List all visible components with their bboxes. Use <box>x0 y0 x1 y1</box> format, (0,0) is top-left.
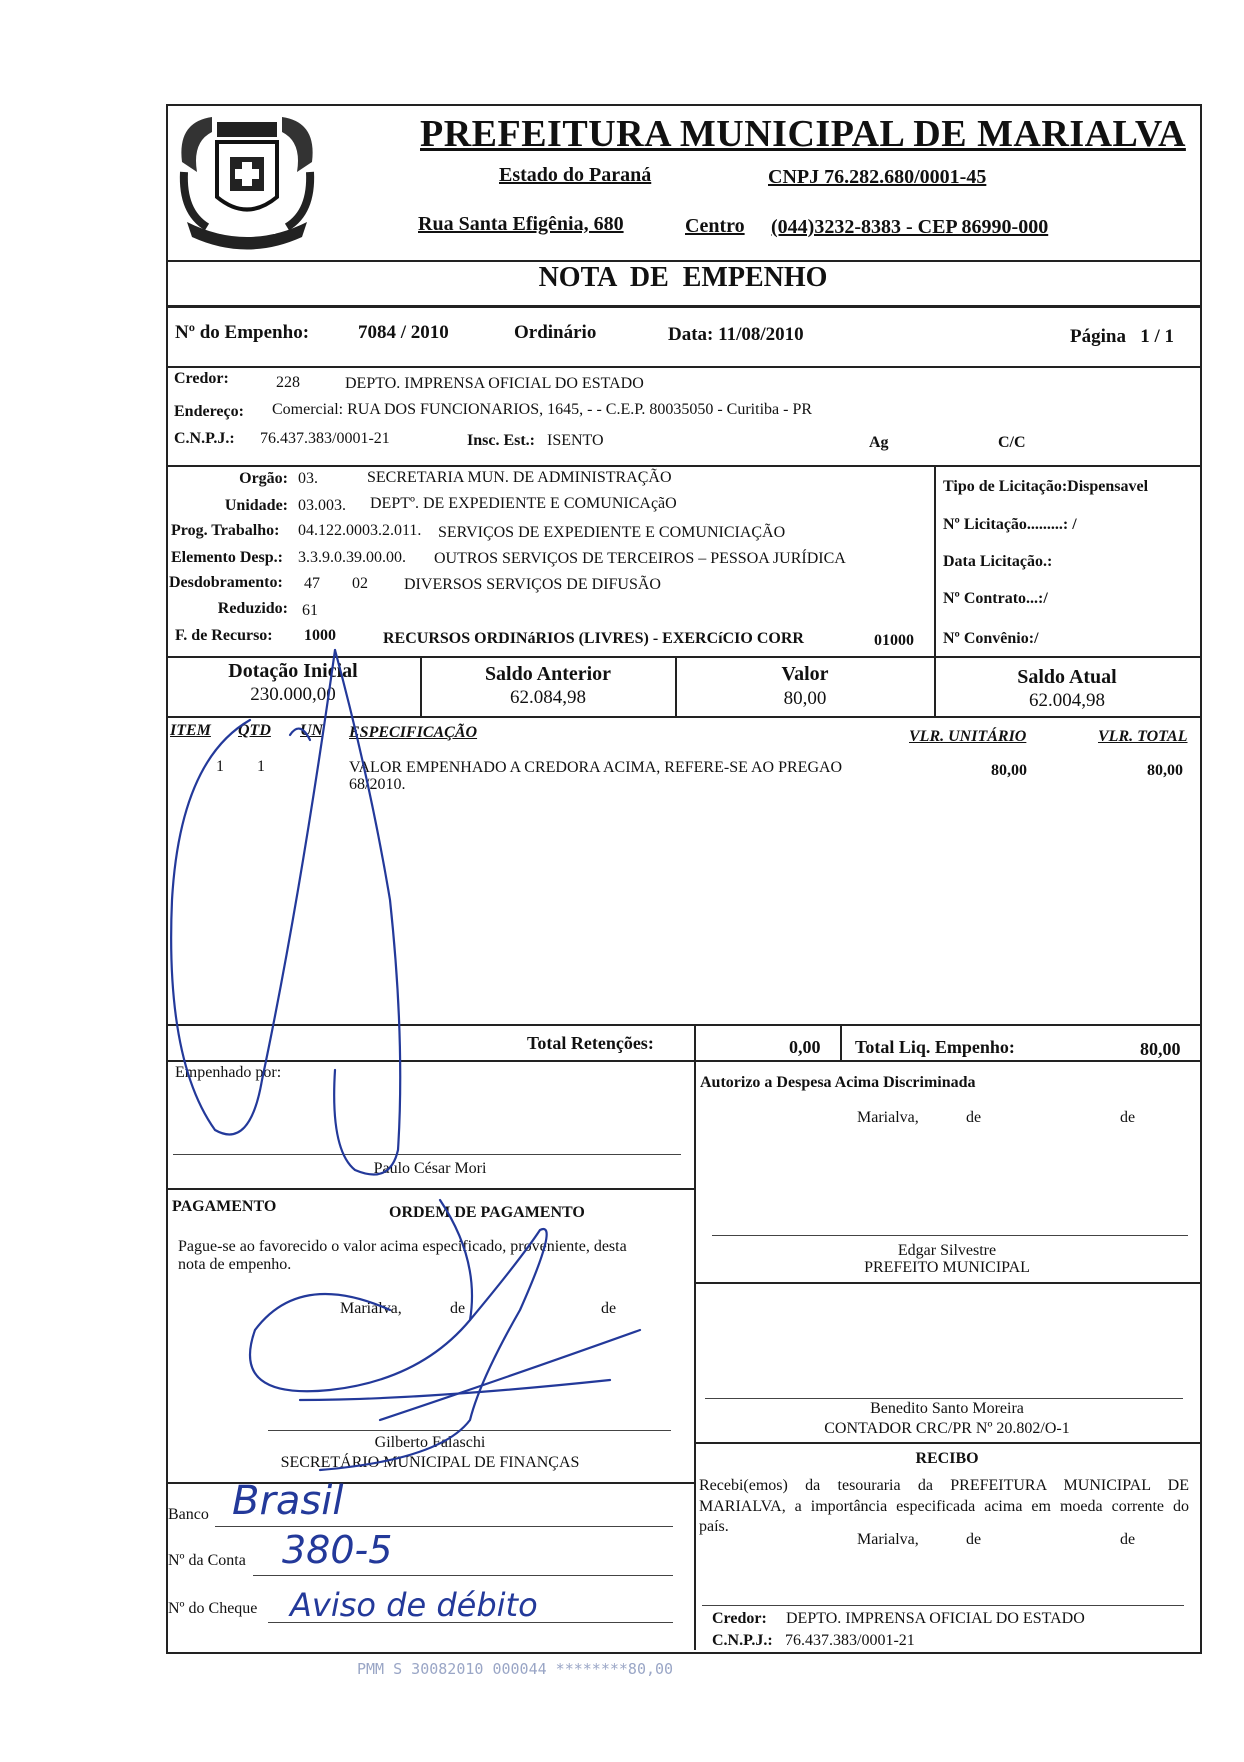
desd-code1: 47 <box>304 575 320 592</box>
recibo-cnpj: 76.437.383/0001-21 <box>785 1632 915 1649</box>
municipal-crest-logo <box>172 102 322 252</box>
pagamento-text-line2: nota de empenho. <box>178 1256 292 1273</box>
reduzido-code: 61 <box>302 602 318 619</box>
recibo-label: RECIBO <box>915 1450 979 1467</box>
col-un-header: UN <box>300 722 324 739</box>
credor-cnpj: 76.437.383/0001-21 <box>260 430 390 447</box>
orgao-label: Orgão: <box>239 470 288 487</box>
pagamento-label: PAGAMENTO <box>172 1198 277 1215</box>
orgao-code: 03. <box>298 470 318 487</box>
pagamento-de2: de <box>601 1300 617 1317</box>
cc-label: C/C <box>998 434 1026 451</box>
secretario-role: SECRETÁRIO MUNICIPAL DE FINANÇAS <box>280 1454 580 1471</box>
insc-value: ISENTO <box>547 432 604 449</box>
empenho-date: Data: 11/08/2010 <box>668 324 804 345</box>
fonte-number: 01000 <box>874 632 914 649</box>
document-title: NOTA DE EMPENHO <box>538 262 828 293</box>
col-vlr-unitario-header: VLR. UNITÁRIO <box>909 728 1027 745</box>
recibo-text-line2: MARIALVA, a importância especificada acima em moeda corrente do <box>699 1498 1189 1515</box>
table-row-item: 1 <box>216 758 224 775</box>
valor-label: Valor <box>781 663 829 685</box>
credor-code: 228 <box>276 374 300 391</box>
autorizo-de1: de <box>966 1109 982 1126</box>
empenhado-por-label: Empenhado por: <box>175 1064 282 1081</box>
autorizo-place: Marialva, <box>857 1109 919 1126</box>
prog-name: SERVIÇOS DE EXPEDIENTE E COMUNICIAÇÃO <box>438 524 786 541</box>
elem-label: Elemento Desp.: <box>171 549 283 566</box>
credor-cnpj-label: C.N.P.J.: <box>174 430 235 447</box>
credor-label: Credor: <box>174 370 229 387</box>
licitacao-numero: Nº Licitação.........: / <box>943 516 1077 533</box>
total-retencoes-value: 0,00 <box>789 1037 821 1057</box>
state-label: Estado do Paraná <box>499 164 652 186</box>
autorizo-de2: de <box>1120 1109 1136 1126</box>
licitacao-tipo: Tipo de Licitação:Dispensavel <box>943 478 1149 495</box>
table-row-desc-line2: 68/2010. <box>349 776 406 793</box>
cheque-label: Nº do Cheque <box>168 1600 258 1617</box>
page-number: Página 1 / 1 <box>1070 326 1174 347</box>
total-liquido-label: Total Liq. Empenho: <box>855 1037 1015 1057</box>
recibo-credor-label: Credor: <box>712 1610 767 1627</box>
ordem-pagamento-label: ORDEM DE PAGAMENTO <box>389 1204 585 1221</box>
ag-label: Ag <box>869 434 889 451</box>
pagamento-place: Marialva, <box>340 1300 402 1317</box>
col-item-header: ITEM <box>170 722 211 739</box>
prog-code: 04.122.0003.2.011. <box>298 522 422 539</box>
empenho-number: 7084 / 2010 <box>358 322 449 343</box>
table-row-qtd: 1 <box>257 758 265 775</box>
address-label: Endereço: <box>174 403 244 420</box>
total-retencoes-label: Total Retenções: <box>527 1033 654 1053</box>
dotacao-value: 230.000,00 <box>250 684 336 705</box>
crest-banner-text: MARIALVA <box>218 226 276 237</box>
licitacao-data: Data Licitação.: <box>943 553 1053 570</box>
prefeito-role: PREFEITO MUNICIPAL <box>864 1259 1030 1276</box>
conta-label: Nº da Conta <box>168 1552 246 1569</box>
col-especificacao-header: ESPECIFICAÇÃO <box>349 724 478 741</box>
licitacao-contrato: Nº Contrato...:/ <box>943 590 1048 607</box>
recibo-de2: de <box>1120 1531 1136 1548</box>
elem-name: OUTROS SERVIÇOS DE TERCEIROS – PESSOA JURÍDICA <box>434 550 846 567</box>
elem-code: 3.3.9.0.39.00.00. <box>298 549 406 566</box>
saldo-anterior-label: Saldo Anterior <box>484 663 612 685</box>
district: Centro <box>685 215 745 237</box>
street-address: Rua Santa Efigênia, 680 <box>418 213 624 235</box>
empenho-number-label: Nº do Empenho: <box>175 322 310 343</box>
phone-cep: (044)3232-8383 - CEP 86990-000 <box>771 216 1049 238</box>
secretario-name: Gilberto Falaschi <box>374 1434 486 1451</box>
prog-label: Prog. Trabalho: <box>171 522 280 539</box>
credor-name: DEPTO. IMPRENSA OFICIAL DO ESTADO <box>345 375 644 392</box>
fonte-code: 1000 <box>304 627 336 644</box>
table-row-desc-line1: VALOR EMPENHADO A CREDORA ACIMA, REFERE-SE AO PREGAO <box>349 759 843 776</box>
orgao-name: SECRETARIA MUN. DE ADMINISTRAÇÃO <box>367 469 672 486</box>
licitacao-convenio: Nº Convênio:/ <box>943 630 1039 647</box>
desd-name: DIVERSOS SERVIÇOS DE DIFUSÃO <box>404 576 661 593</box>
insc-label: Insc. Est.: <box>467 432 536 449</box>
recibo-cnpj-label: C.N.P.J.: <box>712 1632 773 1649</box>
unidade-code: 03.003. <box>298 497 346 514</box>
header-cnpj: CNPJ 76.282.680/0001-45 <box>768 166 987 188</box>
autorizo-label: Autorizo a Despesa Acima Discriminada <box>700 1074 976 1091</box>
unidade-name: DEPTº. DE EXPEDIENTE E COMUNICAçãO <box>370 495 677 512</box>
empenhado-por-name: Paulo César Mori <box>373 1160 487 1177</box>
cheque-handwritten: Aviso de débito <box>290 1586 538 1624</box>
pagamento-text-line1: Pague-se ao favorecido o valor acima especificado, proveniente, desta <box>178 1238 627 1255</box>
valor-value: 80,00 <box>783 688 827 709</box>
reduzido-label: Reduzido: <box>217 600 288 617</box>
saldo-atual-value: 62.004,98 <box>1029 690 1105 711</box>
dotacao-label: Dotação Inicial <box>228 660 358 682</box>
empenho-type: Ordinário <box>514 322 597 343</box>
table-row-unit-value: 80,00 <box>991 762 1027 779</box>
page-title: PREFEITURA MUNICIPAL DE MARIALVA <box>420 113 1186 155</box>
desd-code2: 02 <box>352 575 368 592</box>
col-vlr-total-header: VLR. TOTAL <box>1098 728 1188 745</box>
table-row-total-value: 80,00 <box>1147 762 1183 779</box>
contador-name: Benedito Santo Moreira <box>870 1400 1024 1417</box>
recibo-de1: de <box>966 1531 982 1548</box>
saldo-anterior-value: 62.084,98 <box>510 687 586 708</box>
recibo-credor-name: DEPTO. IMPRENSA OFICIAL DO ESTADO <box>786 1610 1085 1627</box>
footer-stamp: PMM S 30082010 000044 ********80,00 <box>357 1660 674 1678</box>
banco-label: Banco <box>168 1506 209 1523</box>
unidade-label: Unidade: <box>224 497 288 514</box>
banco-handwritten: Brasil <box>232 1478 344 1524</box>
fonte-name: RECURSOS ORDINáRIOS (LIVRES) - EXERCíCIO CORR <box>383 630 804 647</box>
prefeito-name: Edgar Silvestre <box>897 1242 997 1259</box>
total-liquido-value: 80,00 <box>1140 1039 1181 1059</box>
desd-label: Desdobramento: <box>169 574 283 591</box>
recibo-text-line1: Recebi(emos) da tesouraria da PREFEITURA MUNICIPAL DE <box>699 1477 1189 1494</box>
fonte-label: F. de Recurso: <box>175 627 273 644</box>
col-qtd-header: QTD <box>238 722 271 739</box>
conta-handwritten: 380-5 <box>282 1528 393 1572</box>
pagamento-de1: de <box>450 1300 466 1317</box>
recibo-text-line3: país. <box>699 1518 729 1535</box>
recibo-place: Marialva, <box>857 1531 919 1548</box>
saldo-atual-label: Saldo Atual <box>1017 666 1117 688</box>
contador-role: CONTADOR CRC/PR Nº 20.802/O-1 <box>824 1420 1070 1437</box>
credor-address: Comercial: RUA DOS FUNCIONARIOS, 1645, - - C.E.P. 80035050 - Curitiba - PR <box>272 401 813 418</box>
